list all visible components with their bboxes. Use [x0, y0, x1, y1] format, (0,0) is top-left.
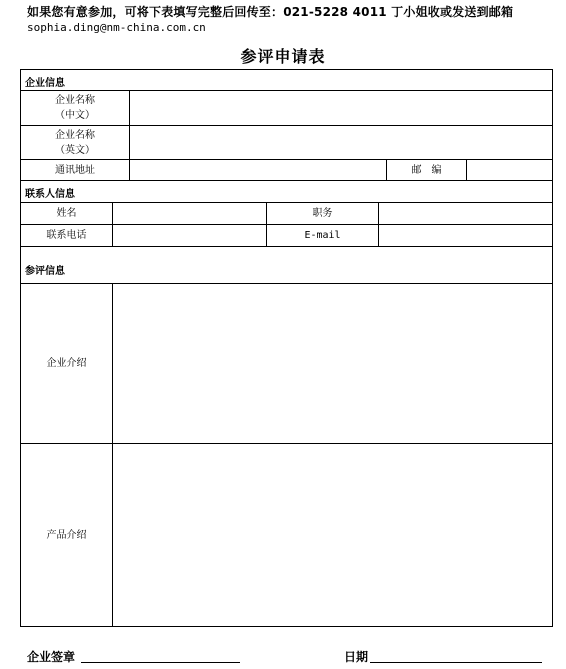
company-name-cn-label-line1: 企业名称 — [55, 95, 95, 106]
postcode-label: 邮 编 — [411, 164, 442, 176]
date-label: 日期 — [344, 650, 369, 664]
section-entry-info: 参评信息 — [25, 266, 65, 277]
date-line[interactable] — [370, 662, 542, 663]
section-company-info: 企业信息 — [25, 78, 65, 89]
section-contact-info: 联系人信息 — [25, 189, 75, 200]
company-name-en-field[interactable] — [130, 126, 552, 159]
company-name-cn-label — [21, 91, 129, 125]
email-field[interactable] — [379, 225, 552, 246]
company-name-en-label-line1: 企业名称 — [55, 129, 95, 141]
company-name-en-label-line2: （英文） — [55, 144, 95, 156]
submission-notice: 如果您有意参加，可将下表填写完整后回传至：021-5228 4011 丁小姐收或发送到邮箱 — [27, 5, 514, 19]
address-label: 通讯地址 — [55, 164, 95, 176]
product-intro-label: 产品介绍 — [46, 529, 87, 541]
name-label: 姓名 — [56, 208, 77, 219]
phone-label: 联系电话 — [46, 230, 87, 241]
name-field[interactable] — [113, 203, 266, 224]
signature-line[interactable] — [81, 662, 240, 663]
company-intro-label: 企业介绍 — [46, 358, 87, 369]
phone-field[interactable] — [113, 225, 266, 246]
company-name-cn-field[interactable] — [130, 91, 552, 125]
postcode-field[interactable] — [467, 160, 552, 180]
company-name-en-label — [21, 126, 129, 159]
company-intro-field[interactable] — [113, 284, 552, 443]
position-label: 职务 — [312, 208, 333, 219]
form-title: 参评申请表 — [240, 47, 326, 66]
address-field[interactable] — [130, 160, 386, 180]
email-label: E-mail — [304, 230, 341, 241]
company-name-cn-label-line2: （中文） — [55, 110, 95, 121]
signature-label: 企业签章 — [27, 650, 76, 664]
position-field[interactable] — [379, 203, 552, 224]
contact-email[interactable]: sophia.ding@nm-china.com.cn — [27, 21, 206, 34]
product-intro-field[interactable] — [113, 444, 552, 626]
